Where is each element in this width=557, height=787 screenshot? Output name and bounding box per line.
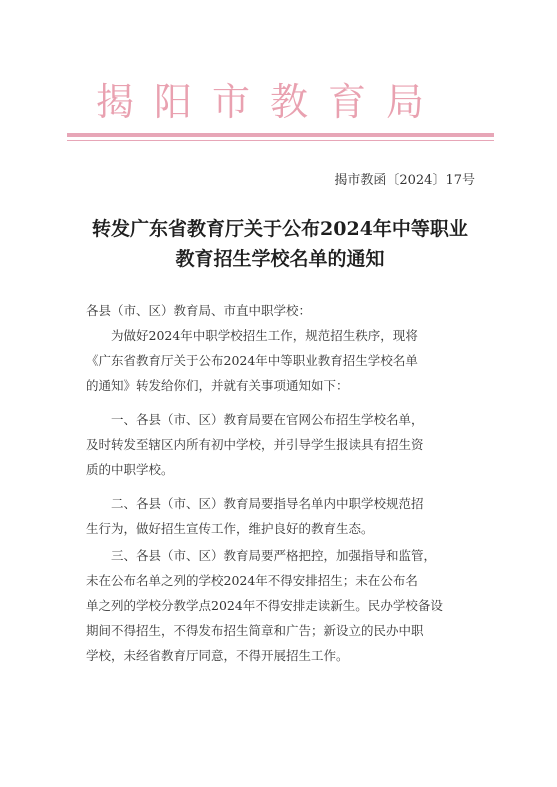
- paragraph-line: 《广东省教育厅关于公布2024年中等职业教育招生学校名单: [86, 353, 418, 368]
- paragraph-line: 及时转发至辖区内所有初中学校，并引导学生报读具有招生资: [86, 437, 424, 452]
- paragraph-line: 学校，未经省教育厅同意，不得开展招生工作。: [86, 648, 349, 663]
- document-number: 揭市教函〔2024〕17号: [334, 173, 475, 188]
- paragraph-line: 三、各县（市、区）教育局要严格把控，加强指导和监管，: [111, 548, 437, 563]
- letterhead-title: 揭阳市教育局: [96, 80, 445, 124]
- paragraph-line: 为做好2024年中职学校招生工作，规范招生秩序，现将: [111, 328, 418, 343]
- paragraph-line: 未在公布名单之列的学校2024年不得安排招生；未在公布名: [86, 573, 418, 588]
- paragraph-line: 生行为，做好招生宣传工作，维护良好的教育生态。: [86, 521, 374, 536]
- salutation: 各县（市、区）教育局、市直中职学校：: [86, 303, 312, 318]
- paragraph-item-1: [86, 407, 476, 482]
- letterhead-rule-thin: [67, 140, 494, 141]
- paragraph-line: 一、各县（市、区）教育局要在官网公布招生学校名单，: [111, 412, 424, 427]
- paragraph-line: 二、各县（市、区）教育局要指导名单内中职学校规范招: [111, 496, 424, 511]
- notice-title-line-2: 教育招生学校名单的通知: [175, 248, 385, 270]
- paragraph-line: 单之列的学校分教学点2024年不得安排走读新生。民办学校备设: [86, 598, 443, 613]
- paragraph-item-2: [86, 491, 476, 541]
- letterhead-rule-thick: [67, 133, 494, 137]
- paragraph-intro: [86, 323, 476, 398]
- paragraph-line: 期间不得招生，不得发布招生简章和广告；新设立的民办中职: [86, 623, 424, 638]
- paragraph-line: 质的中职学校。: [86, 462, 174, 477]
- paragraph-line: 的通知》转发给你们，并就有关事项通知如下：: [86, 378, 349, 393]
- notice-title-line-1: 转发广东省教育厅关于公布2024年中等职业: [92, 218, 468, 240]
- paragraph-item-3: [86, 543, 476, 668]
